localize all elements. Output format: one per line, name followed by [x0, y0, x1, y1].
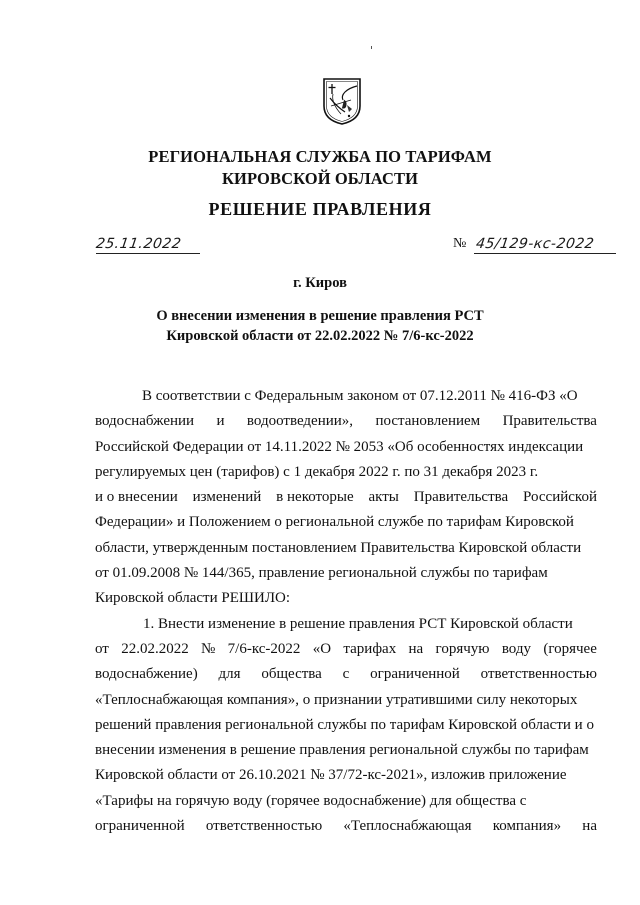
text-line: Кировской области от 26.10.2021 № 37/72-кс-2021», изложив приложение: [95, 767, 567, 784]
text-line: внесении изменения в решение правления региональной службы по тарифам: [95, 742, 589, 759]
clause-1-paragraph: [95, 612, 597, 840]
word: водоснабжение): [95, 666, 198, 683]
document-type-title: РЕШЕНИЕ ПРАВЛЕНИЯ: [208, 199, 432, 219]
organization-name-line1: РЕГИОНАЛЬНАЯ СЛУЖБА ПО ТАРИФАМ: [148, 147, 492, 166]
word: (горячее: [543, 640, 597, 657]
word: с: [342, 666, 350, 683]
decision-subject-line1: О внесении изменения в решение правления РСТ: [156, 308, 484, 324]
word: «Теплоснабжающая: [343, 818, 472, 835]
word: на: [582, 818, 597, 835]
word: горячую: [435, 640, 490, 657]
word: ограниченной: [95, 818, 185, 835]
decision-number-field: [474, 233, 616, 254]
text-line: области, утвержденным постановлением Правительства Кировской области: [95, 539, 582, 556]
word: №: [201, 640, 216, 657]
word: 7/6-кс-2022: [227, 640, 301, 657]
text-line: [95, 662, 597, 687]
decision-body: [95, 384, 597, 839]
text-line: [95, 409, 597, 434]
number-sign: №: [453, 236, 467, 251]
text-line: Кировской области РЕШИЛО:: [95, 590, 291, 607]
text-line: регулируемых цен (тарифов) с 1 декабря 2022 г. по 31 декабря 2023 г.: [95, 463, 539, 480]
organization-name-line2: КИРОВСКОЙ ОБЛАСТИ: [221, 169, 419, 188]
word: водоснабжении: [95, 413, 195, 430]
word: воду: [501, 640, 531, 657]
decision-date-handwritten: 25.11.2022: [94, 236, 183, 252]
text-line: Федерации» и Положением о региональной службе по тарифам Кировской: [95, 514, 574, 531]
text-line: В соответствии с Федеральным законом от 07.12.2011 № 416-ФЗ «О: [142, 388, 578, 404]
kirov-coat-of-arms-icon: [321, 76, 363, 126]
text-line: [95, 485, 597, 510]
text-line: от 01.09.2008 № 144/365, правление региональной службы по тарифам: [95, 565, 548, 582]
text-line: «Тарифы на горячую воду (горячее водоснабжение) для общества с: [95, 792, 527, 809]
word: водоотведении»,: [246, 413, 354, 430]
word: ответственностью: [205, 818, 323, 835]
scan-speck: [371, 46, 372, 49]
word: изменений: [192, 489, 262, 506]
organization-name: [0, 146, 640, 190]
preamble-paragraph: [95, 384, 597, 612]
text-line: 1. Внести изменение в решение правления РСТ Кировской области: [143, 615, 573, 632]
word: в некоторые: [276, 489, 354, 506]
word: от: [95, 640, 109, 657]
word: и: [216, 413, 225, 430]
word: для: [218, 666, 241, 683]
word: «О: [312, 640, 332, 657]
text-line: [95, 637, 597, 662]
word: постановлением: [375, 413, 481, 430]
word: ответственностью: [480, 666, 597, 683]
word: компания»: [492, 818, 562, 835]
word: Правительства: [502, 413, 597, 430]
word: 22.02.2022: [121, 640, 189, 657]
word: акты: [368, 489, 399, 506]
word: общества: [261, 666, 322, 683]
decision-date-field: [96, 233, 200, 254]
word: ограниченной: [370, 666, 460, 683]
decision-number-handwritten: 45/129-кс-2022: [474, 236, 596, 252]
word: тарифах: [343, 640, 397, 657]
city-name: г. Киров: [293, 275, 347, 291]
text-line: решений правления региональной службы по тарифам Кировской области и о: [95, 716, 594, 733]
text-line: [95, 814, 597, 839]
word: Правительства: [413, 489, 509, 506]
decision-subject-line2: Кировской области от 22.02.2022 № 7/6-кс-2022: [166, 328, 474, 344]
decision-subject: [0, 306, 640, 346]
text-line: Российской Федерации от 14.11.2022 № 2053 «Об особенностях индексации: [95, 438, 584, 455]
text-line: «Теплоснабжающая компания», о признании утратившими силу некоторых: [95, 691, 578, 708]
word: Российской: [523, 489, 597, 506]
word: на: [408, 640, 424, 657]
word: и о внесении: [95, 489, 178, 506]
